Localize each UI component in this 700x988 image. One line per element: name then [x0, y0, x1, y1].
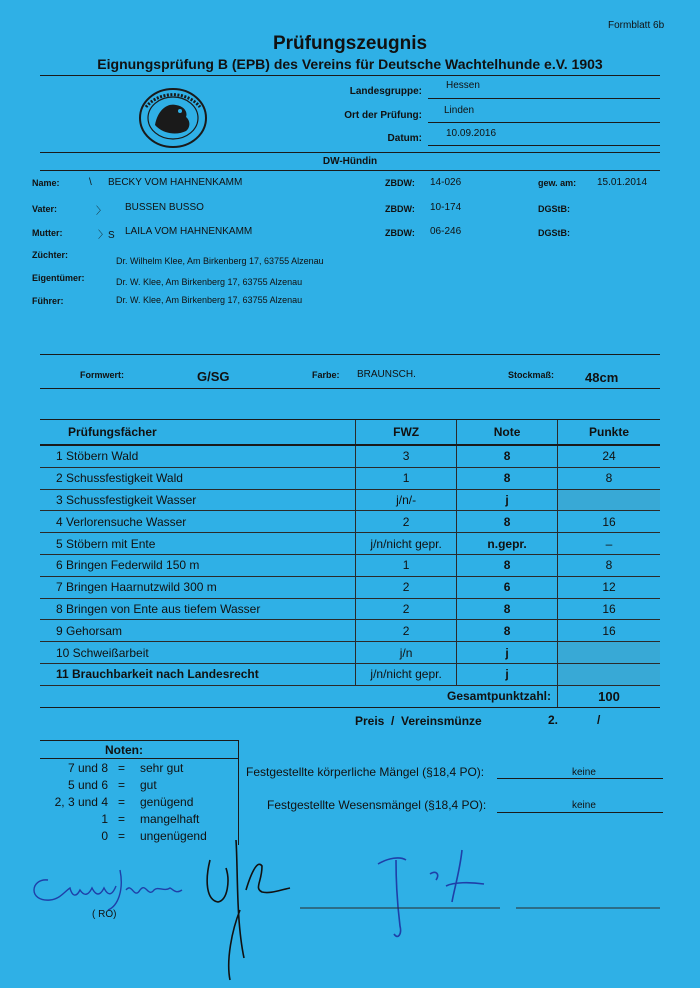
prize-separator: / — [597, 713, 601, 727]
total-row — [40, 685, 660, 707]
header-fwz: FWZ — [356, 420, 457, 446]
fwz-cell: 1 — [356, 554, 457, 576]
subject-cell: 9 Gehorsam — [40, 620, 356, 642]
legend-range: 7 und 8 — [67, 761, 108, 775]
points-cell: 24 — [558, 445, 660, 467]
note-cell: j — [457, 663, 558, 685]
owner-value: Dr. W. Klee, Am Birkenberg 17, 63755 Alzenau — [116, 277, 303, 287]
fwz-cell: j/n/- — [356, 489, 457, 511]
father-zbdw-value: 10-174 — [430, 202, 462, 213]
formwert-label: Formwert: — [80, 370, 125, 380]
father-zbdw-label: ZBDW: — [385, 204, 415, 214]
points-cell: 12 — [558, 576, 660, 598]
mother-name: LAILA VOM HAHNENKAMM — [125, 226, 253, 237]
grades-table — [40, 419, 660, 708]
signature-judge-2 — [378, 850, 484, 936]
legend-text: gut — [140, 778, 157, 792]
points-cell — [558, 663, 660, 685]
handler-value: Dr. W. Klee, Am Birkenberg 17, 63755 Alzenau — [116, 295, 303, 305]
legend-title: Noten: — [105, 743, 143, 757]
prize-label: Preis / Vereinsmünze — [355, 714, 482, 728]
owner-label: Eigentümer: — [32, 273, 85, 283]
prize-value: 2. — [548, 713, 559, 727]
subject-cell: 5 Stöbern mit Ente — [40, 533, 356, 555]
signature-judge-1 — [207, 840, 290, 980]
subject-cell: 8 Bringen von Ente aus tiefem Wasser — [40, 598, 356, 620]
landesgruppe-value: Hessen — [446, 80, 480, 91]
subject-cell: 1 Stöbern Wald — [40, 445, 356, 467]
form-number: Formblatt 6b — [608, 20, 665, 31]
born-value: 15.01.2014 — [597, 177, 648, 188]
physical-defects-label: Festgestellte körperliche Mängel (§18,4 PO): — [246, 765, 485, 779]
stockmass-value: 48cm — [585, 370, 619, 385]
father-dgstb-label: DGStB: — [538, 204, 570, 214]
points-cell: 16 — [558, 598, 660, 620]
mother-mark: 〉S — [98, 230, 115, 241]
page-subtitle: Eignungsprüfung B (EPB) des Vereins für Deutsche Wachtelhunde e.V. 1903 — [97, 56, 603, 72]
fwz-cell: 1 — [356, 467, 457, 489]
fwz-cell: 2 — [356, 598, 457, 620]
dog-name: BECKY VOM HAHNENKAMM — [108, 177, 243, 188]
formwert-value: G/SG — [197, 369, 230, 384]
name-mark: \ — [89, 177, 92, 188]
fwz-cell: j/n/nicht gepr. — [356, 663, 457, 685]
table-row — [40, 576, 660, 598]
subject-cell: 6 Bringen Federwild 150 m — [40, 554, 356, 576]
legend-equals: = — [118, 812, 126, 826]
legend-equals: = — [118, 761, 126, 775]
ro-label: ( RO) — [92, 909, 117, 920]
note-cell: 8 — [457, 598, 558, 620]
ort-value: Linden — [444, 105, 475, 116]
table-row — [40, 642, 660, 664]
name-zbdw-value: 14-026 — [430, 177, 462, 188]
table-row — [40, 663, 660, 685]
legend-equals: = — [118, 829, 126, 843]
legend-equals: = — [118, 778, 126, 792]
note-cell: j — [457, 489, 558, 511]
fwz-cell: 2 — [356, 511, 457, 533]
table-row — [40, 598, 660, 620]
subject-cell: 4 Verlorensuche Wasser — [40, 511, 356, 533]
page-title: Prüfungszeugnis — [272, 33, 428, 54]
fwz-cell: j/n/nicht gepr. — [356, 533, 457, 555]
mother-label: Mutter: — [32, 228, 63, 238]
legend-range: 2, 3 und 4 — [54, 795, 108, 809]
table-row — [40, 554, 660, 576]
subject-cell: 10 Schweißarbeit — [40, 642, 356, 664]
legend-text: ungenügend — [140, 829, 207, 843]
signature-ro — [34, 870, 182, 910]
datum-value: 10.09.2016 — [446, 128, 497, 139]
note-cell: 8 — [457, 445, 558, 467]
legend-equals: = — [118, 795, 126, 809]
dog-type: DW-Hündin — [322, 156, 378, 167]
note-cell: n.gepr. — [457, 533, 558, 555]
legend-text: sehr gut — [140, 761, 184, 775]
name-zbdw-label: ZBDW: — [385, 178, 415, 188]
physical-defects-value: keine — [572, 767, 596, 778]
table-row — [40, 511, 660, 533]
handler-label: Führer: — [32, 296, 64, 306]
mother-zbdw-label: ZBDW: — [385, 228, 415, 238]
note-cell: 8 — [457, 467, 558, 489]
father-label: Vater: — [32, 204, 58, 214]
total-label: Gesamtpunktzahl: — [40, 685, 558, 707]
note-cell: 8 — [457, 511, 558, 533]
breeder-label: Züchter: — [32, 250, 68, 260]
temperament-defects-value: keine — [572, 800, 596, 811]
legend-text: genügend — [140, 795, 194, 809]
stockmass-label: Stockmaß: — [508, 370, 555, 380]
note-cell: 8 — [457, 554, 558, 576]
temperament-defects-label: Festgestellte Wesensmängel (§18,4 PO): — [267, 798, 487, 812]
table-row — [40, 620, 660, 642]
mother-dgstb-label: DGStB: — [538, 228, 570, 238]
fwz-cell: j/n — [356, 642, 457, 664]
points-cell: 8 — [558, 554, 660, 576]
points-cell — [558, 489, 660, 511]
subject-cell: 3 Schussfestigkeit Wasser — [40, 489, 356, 511]
legend-range: 1 — [101, 812, 108, 826]
header-points: Punkte — [558, 420, 660, 446]
legend-text: mangelhaft — [140, 812, 200, 826]
farbe-label: Farbe: — [312, 370, 340, 380]
fwz-cell: 2 — [356, 576, 457, 598]
table-header-row — [40, 420, 660, 446]
ort-label: Ort der Prüfung: — [344, 110, 422, 121]
table-row — [40, 533, 660, 555]
note-cell: 8 — [457, 620, 558, 642]
legend-range: 5 und 6 — [67, 778, 108, 792]
born-label: gew. am: — [538, 178, 577, 188]
breeder-value: Dr. Wilhelm Klee, Am Birkenberg 17, 63755 Alzenau — [116, 256, 324, 266]
mother-zbdw-value: 06-246 — [430, 226, 462, 237]
points-cell: 16 — [558, 511, 660, 533]
total-value: 100 — [558, 685, 660, 707]
header-subject: Prüfungsfächer — [40, 420, 356, 446]
club-seal-logo — [138, 87, 208, 149]
fwz-cell: 3 — [356, 445, 457, 467]
points-cell: 16 — [558, 620, 660, 642]
note-cell: 6 — [457, 576, 558, 598]
name-label: Name: — [32, 178, 60, 188]
father-mark: 〉 — [96, 206, 106, 217]
points-cell: – — [558, 533, 660, 555]
note-cell: j — [457, 642, 558, 664]
farbe-value: BRAUNSCH. — [357, 369, 416, 380]
points-cell — [558, 642, 660, 664]
subject-cell: 11 Brauchbarkeit nach Landesrecht — [40, 663, 356, 685]
legend-range: 0 — [101, 829, 108, 843]
datum-label: Datum: — [387, 133, 422, 144]
subject-cell: 7 Bringen Haarnutzwild 300 m — [40, 576, 356, 598]
father-name: BUSSEN BUSSO — [125, 202, 204, 213]
subject-cell: 2 Schussfestigkeit Wald — [40, 467, 356, 489]
landesgruppe-label: Landesgruppe: — [349, 86, 422, 97]
fwz-cell: 2 — [356, 620, 457, 642]
header-note: Note — [457, 420, 558, 446]
table-row — [40, 467, 660, 489]
points-cell: 8 — [558, 467, 660, 489]
table-row — [40, 445, 660, 467]
table-row — [40, 489, 660, 511]
